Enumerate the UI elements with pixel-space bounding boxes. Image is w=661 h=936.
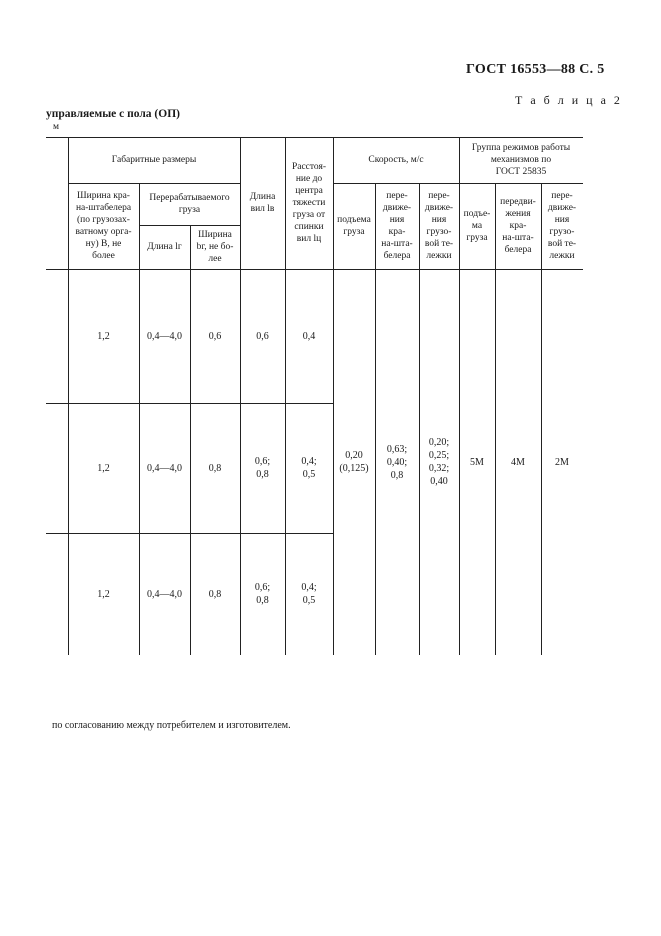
row-2-distance: 0,4; 0,5 bbox=[301, 456, 317, 480]
page-header: ГОСТ 16553—88 С. 5 bbox=[466, 62, 605, 77]
shared-mode-lift: 5М bbox=[470, 456, 484, 468]
header-speed-lift: подъема груза bbox=[337, 215, 371, 237]
row-1-cargo-length: 0,4—4,0 bbox=[147, 330, 182, 342]
shared-speed-lift: 0,20 (0,125) bbox=[339, 450, 369, 474]
shared-mode-trolley: 2М bbox=[555, 456, 569, 468]
header-width: Ширина кра- на-штабелера (по грузозах- ватному орга- ну) B, не более bbox=[75, 191, 132, 261]
shared-speed-crane: 0,63; 0,40; 0,8 bbox=[386, 443, 408, 481]
header-speed: Скорость, м/с bbox=[368, 155, 424, 165]
row-1-width: 1,2 bbox=[97, 330, 110, 342]
header-cargo-width: Ширина bг, не бо- лее bbox=[196, 230, 234, 264]
footnote: по согласованию между потребителем и изготовителем. bbox=[52, 720, 291, 731]
header-mode-lift: подъе- ма груза bbox=[463, 209, 491, 243]
shared-mode-crane: 4М bbox=[511, 456, 525, 468]
row-2-cargo-width: 0,8 bbox=[208, 462, 222, 474]
header-mode-trolley: пере- движе- ния грузо- вой те- лежки bbox=[547, 191, 577, 261]
header-gabarit: Габаритные размеры bbox=[111, 155, 197, 165]
row-3-cargo-width: 0,8 bbox=[208, 588, 222, 600]
row-2-fork-length: 0,6; 0,8 bbox=[254, 456, 271, 480]
header-distance: Расстоя- ние до центра тяжести груза от спинки вил lц bbox=[291, 162, 327, 244]
header-cargo-length: Длина lг bbox=[147, 242, 182, 252]
header-mode-crane: передви- жения кра- на-шта- белера bbox=[500, 197, 536, 255]
row-1-distance: 0,4 bbox=[302, 330, 316, 342]
row-2-cargo-length: 0,4—4,0 bbox=[147, 462, 182, 474]
row-3-distance: 0,4; 0,5 bbox=[301, 582, 317, 606]
shared-speed-trolley: 0,20; 0,25; 0,32; 0,40 bbox=[428, 437, 450, 487]
header-speed-crane: пере- движе- ния кра- на-шта- белера bbox=[381, 191, 413, 261]
row-1-cargo-width: 0,6 bbox=[208, 330, 222, 342]
row-3-cargo-length: 0,4—4,0 bbox=[147, 588, 182, 600]
row-2-width: 1,2 bbox=[97, 462, 110, 474]
unit-label: м bbox=[53, 122, 60, 132]
header-fork-length: Длина вил lв bbox=[249, 192, 276, 214]
row-3-width: 1,2 bbox=[97, 588, 110, 600]
section-heading: управляемые с пола (ОП) bbox=[46, 108, 180, 120]
table-label: Т а б л и ц а 2 bbox=[515, 93, 623, 107]
row-1-fork-length: 0,6 bbox=[256, 330, 269, 342]
header-speed-trolley: пере- движе- ния грузо- вой те- лежки bbox=[424, 191, 454, 261]
header-cargo: Перерабатываемого груза bbox=[149, 193, 230, 215]
row-3-fork-length: 0,6; 0,8 bbox=[254, 582, 271, 606]
header-modes: Группа режимов работы механизмов по ГОСТ 25835 bbox=[471, 143, 571, 177]
